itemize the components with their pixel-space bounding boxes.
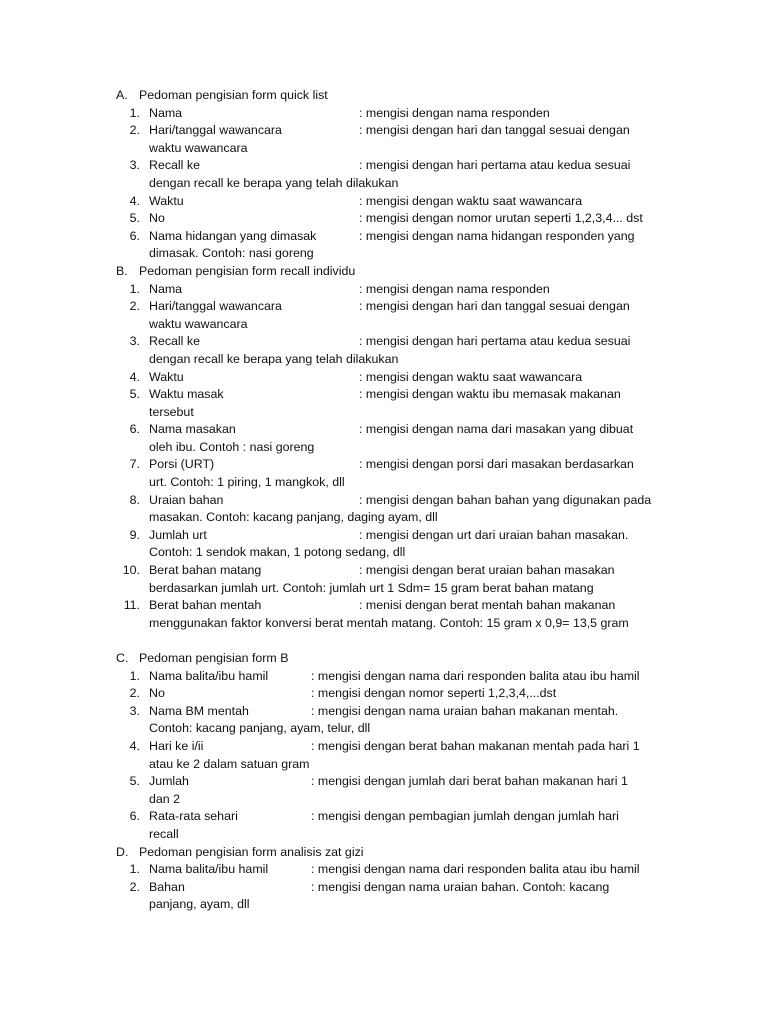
item-definition: : menisi dengan berat mentah bahan makanan	[359, 598, 616, 613]
list-item	[116, 333, 691, 368]
section-c	[116, 650, 691, 844]
item-term: Porsi (URT)	[149, 457, 215, 472]
item-term: Recall ke	[149, 334, 200, 349]
section-a	[116, 87, 691, 263]
item-term: Nama hidangan yang dimasak	[149, 228, 317, 243]
list-item	[116, 298, 691, 333]
section-letter: A.	[116, 88, 128, 102]
item-number: 3.	[129, 158, 140, 173]
item-term: Waktu	[149, 369, 184, 384]
item-term: No	[149, 211, 165, 226]
list-item	[116, 456, 691, 491]
item-definition: : mengisi dengan waktu saat wawancara	[359, 193, 583, 208]
list-item	[116, 808, 691, 843]
item-number: 2.	[129, 879, 140, 894]
item-continuation: waktu wawancara	[149, 316, 248, 331]
list-item	[116, 105, 691, 123]
item-term: Jumlah urt	[149, 527, 207, 542]
item-term: Berat bahan matang	[149, 563, 262, 578]
list-item	[116, 492, 691, 527]
item-definition: : mengisi dengan waktu ibu memasak makanan	[359, 387, 621, 402]
section-heading	[116, 87, 691, 105]
item-number: 4.	[129, 738, 140, 753]
item-continuation: dimasak. Contoh: nasi goreng	[149, 246, 314, 261]
item-continuation: menggunakan faktor konversi berat mentah matang. Contoh: 15 gram x 0,9= 13,5 gram	[149, 615, 629, 630]
item-definition: : mengisi dengan nama uraian bahan. Contoh: kacang	[311, 879, 610, 894]
item-number: 1.	[129, 862, 140, 877]
item-continuation: dan 2	[149, 791, 181, 806]
item-definition: : mengisi dengan nama responden	[359, 281, 550, 296]
item-definition: : mengisi dengan pembagian jumlah dengan jumlah hari	[311, 809, 619, 824]
list-item	[116, 597, 691, 632]
section-letter: D.	[116, 844, 129, 859]
list-item	[116, 879, 691, 914]
item-definition: : mengisi dengan nama uraian bahan makanan mentah.	[311, 703, 619, 718]
item-number: 11.	[123, 598, 140, 613]
item-definition: : mengisi dengan porsi dari masakan berdasarkan	[359, 457, 634, 472]
item-number: 4.	[129, 369, 140, 384]
item-definition: : mengisi dengan bahan bahan yang digunakan pada	[359, 492, 652, 507]
list-item	[116, 210, 691, 228]
item-term: Recall ke	[149, 158, 200, 173]
item-definition: : mengisi dengan nomor seperti 1,2,3,4,...dst	[311, 686, 557, 701]
item-continuation: oleh ibu. Contoh : nasi goreng	[149, 439, 315, 454]
item-continuation: panjang, ayam, dll	[149, 897, 250, 912]
item-number: 2.	[129, 123, 140, 138]
list-item	[116, 122, 691, 157]
item-number: 8.	[129, 492, 140, 507]
section-d	[116, 844, 691, 914]
item-number: 5.	[129, 774, 140, 789]
item-term: Jumlah	[149, 774, 189, 789]
item-term: Berat bahan mentah	[149, 598, 262, 613]
item-term: Hari/tanggal wawancara	[149, 123, 282, 138]
item-term: Nama	[149, 281, 183, 296]
list-item	[116, 685, 691, 703]
item-term: Hari/tanggal wawancara	[149, 299, 282, 314]
item-definition: : mengisi dengan hari dan tanggal sesuai dengan	[359, 299, 630, 314]
item-number: 7.	[129, 457, 140, 472]
item-term: Hari ke i/ii	[149, 738, 204, 753]
section-heading	[116, 650, 691, 668]
item-term: Uraian bahan	[149, 492, 224, 507]
item-definition: : mengisi dengan nama responden	[359, 105, 550, 120]
item-definition: : mengisi dengan urt dari uraian bahan masakan.	[359, 527, 629, 542]
list-item	[116, 562, 691, 597]
section-title: Pedoman pengisian form B	[139, 651, 289, 665]
item-continuation: berdasarkan jumlah urt. Contoh: jumlah urt 1 Sdm= 15 gram berat bahan matang	[149, 580, 594, 595]
item-term: Waktu	[149, 193, 184, 208]
item-continuation: dengan recall ke berapa yang telah dilakukan	[149, 175, 399, 190]
item-term: Nama balita/ibu hamil	[149, 668, 269, 683]
item-number: 6.	[129, 228, 140, 243]
item-number: 6.	[129, 809, 140, 824]
item-number: 4.	[129, 193, 140, 208]
item-number: 10.	[122, 563, 140, 578]
list-item	[116, 773, 691, 808]
item-term: Nama BM mentah	[149, 703, 249, 718]
item-term: No	[149, 686, 165, 701]
item-number: 6.	[129, 422, 140, 437]
item-definition: : mengisi dengan berat uraian bahan masakan	[359, 563, 615, 578]
document-body	[116, 87, 691, 914]
section-heading	[116, 844, 691, 862]
item-continuation: urt. Contoh: 1 piring, 1 mangkok, dll	[149, 475, 345, 490]
item-continuation: Contoh: kacang panjang, ayam, telur, dll	[149, 721, 371, 736]
list-item	[116, 861, 691, 879]
section-letter: B.	[116, 263, 128, 278]
item-definition: : mengisi dengan berat bahan makanan mentah pada hari 1	[311, 738, 640, 753]
item-definition: : mengisi dengan waktu saat wawancara	[359, 369, 583, 384]
item-definition: : mengisi dengan hari pertama atau kedua sesuai	[359, 334, 631, 349]
list-item	[116, 193, 691, 211]
item-term: Nama	[149, 105, 183, 120]
item-number: 2.	[129, 299, 140, 314]
list-item	[116, 527, 691, 562]
item-term: Rata-rata sehari	[149, 809, 238, 824]
section-b	[116, 263, 691, 632]
list-item	[116, 738, 691, 773]
list-item	[116, 703, 691, 738]
item-number: 1.	[129, 105, 140, 120]
section-title: Pedoman pengisian form recall individu	[139, 263, 356, 278]
section-heading	[116, 263, 691, 281]
list-item	[116, 668, 691, 686]
list-item	[116, 421, 691, 456]
list-item	[116, 386, 691, 421]
list-item	[116, 281, 691, 299]
item-continuation: atau ke 2 dalam satuan gram	[149, 756, 310, 771]
item-term: Nama balita/ibu hamil	[149, 862, 269, 877]
item-number: 5.	[129, 211, 140, 226]
spacer	[116, 632, 691, 650]
section-letter: C.	[116, 651, 129, 665]
item-definition: : mengisi dengan nama dari masakan yang dibuat	[359, 422, 634, 437]
item-definition: : mengisi dengan nama hidangan responden yang	[359, 228, 635, 243]
item-definition: : mengisi dengan hari pertama atau kedua sesuai	[359, 158, 631, 173]
item-number: 9.	[129, 527, 140, 542]
item-definition: : mengisi dengan jumlah dari berat bahan makanan hari 1	[311, 774, 628, 789]
item-continuation: recall	[149, 826, 179, 841]
item-continuation: dengan recall ke berapa yang telah dilakukan	[149, 351, 399, 366]
list-item	[116, 228, 691, 263]
list-item	[116, 369, 691, 387]
item-continuation: Contoh: 1 sendok makan, 1 potong sedang, dll	[149, 545, 406, 560]
item-continuation: waktu wawancara	[149, 140, 248, 155]
item-number: 1.	[129, 281, 140, 296]
section-title: Pedoman pengisian form analisis zat gizi	[139, 844, 364, 859]
item-continuation: masakan. Contoh: kacang panjang, daging ayam, dll	[149, 510, 438, 525]
item-definition: : mengisi dengan hari dan tanggal sesuai dengan	[359, 123, 630, 138]
item-number: 3.	[129, 703, 140, 718]
list-item	[116, 157, 691, 192]
item-definition: : mengisi dengan nama dari responden balita atau ibu hamil	[311, 862, 640, 877]
item-term: Bahan	[149, 879, 185, 894]
item-definition: : mengisi dengan nama dari responden balita atau ibu hamil	[311, 668, 640, 683]
item-number: 1.	[129, 668, 140, 683]
item-continuation: tersebut	[149, 404, 194, 419]
item-term: Waktu masak	[149, 387, 224, 402]
item-definition: : mengisi dengan nomor urutan seperti 1,2,3,4... dst	[359, 211, 643, 226]
item-term: Nama masakan	[149, 422, 236, 437]
item-number: 3.	[129, 334, 140, 349]
item-number: 5.	[129, 387, 140, 402]
section-title: Pedoman pengisian form quick list	[139, 88, 328, 102]
item-number: 2.	[129, 686, 140, 701]
